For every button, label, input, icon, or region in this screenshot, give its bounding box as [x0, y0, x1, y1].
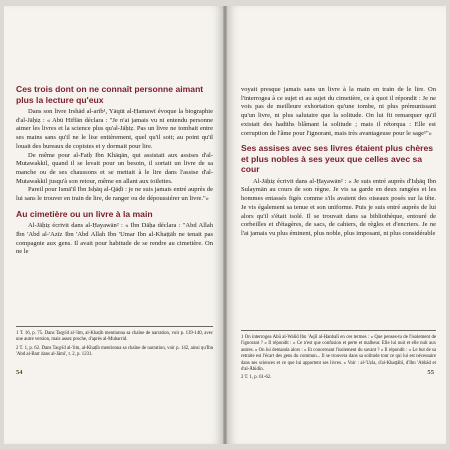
paragraph: De même pour al-Fatḥ Ibn Khāqān, qui assistait aux assises d'al-Mutawakkil, quand il se levait pour un besoin, il sortait un livre de sa manche ou de ses chaussons et se mettait à le lire dans l'assise d'al-Mutawakkil jusqu'à son retour, même en allant aux toilettes.	[16, 151, 213, 185]
section-heading: Ces trois dont on ne connaît personne aimant plus la lecture qu'eux	[16, 84, 204, 105]
paragraph: Pareil pour Ismā'īl Ibn Isḥāq al-Qāḍī : je ne suis jamais entré auprès de lui sans le trouver en train de lire, de ranger ou de dépoussiérer un livre."»	[16, 186, 213, 203]
section-heading: Au cimetière ou un livre à la main	[16, 208, 153, 219]
page-number: 55	[427, 369, 434, 376]
right-page-content	[241, 86, 436, 239]
left-page-content	[16, 84, 213, 257]
footnote: 2 T. 1, p. 61-62.	[241, 375, 272, 381]
left-page	[4, 6, 223, 444]
section-heading: Ses assises avec ses livres étaient plus chères et plus nobles à ses yeux que celles avec sa cour	[241, 143, 434, 175]
footnote: 1 On interrogea Abū al-Walīd Ibn 'Aqīl al-Ḥanbalī en ces termes : « Que penses-tu de l'isolement de l'ignorant ? » Il répondit : « Ce n'est que confusion et perte et malheur. Elle lui nuit et elle nuit aux autres. » On lui demanda alors : « Et concernant l'isolement du savant ? » Il répondit : « Le but de sa retraite est l'écart des gens du commun... Il se trouvera dans sa solitude tout ce qui lui est nécessaire dans ses sciences et ce que lui apportent ses livres. » Voir : al-'Uzla, d'al-Khaṭṭābī, d'Ibn 'Abbād et d'al-Ābidīn.	[241, 335, 436, 373]
footnotes	[16, 326, 213, 361]
paragraph: Al-Jāḥiẓ écrivit dans al-Ḥayawān² : « Je suis entré auprès d'Isḥāq Ibn Sulaymān au cours de son règne. Je vis sa garde en deux rangées et les hommes entassés figés comme s'ils avaient des oiseaux posés sur la tête. Je vis également sa tenue et son uniforme. Puis je suis entré auprès de lui alors qu'il s'était isolé. Il se trouvait dans sa bibliothèque, entouré de corbeilles et d'étagères, de sacs, de cahiers, de règles et d'encriers. Je ne l'ai jamais vu plus éminent, plus noble, plus imposant, ni plus considérable	[241, 177, 436, 237]
paragraph: Dans son livre Irshād al-arīb¹, Yāqūt al-Ḥamawī évoque la biographie d'al-Jāḥiẓ : « Abū Hiffān déclara : "Je n'ai jamais vu ni entendu personne aimer les livres et la science plus qu'al-Jāḥiẓ. Pas un livre ne tombait entre ses mains sans qu'il ne le lise entièrement, quel qu'il soit; au point qu'il louait des bureaux de copistes et y dormait pour lire.	[16, 108, 213, 150]
paragraph: voyait presque jamais sans un livre à la main en train de le lire. On l'interrogea à ce sujet et au sujet du cimetière, ce à quoi il répondit : Je ne vois pas de meilleure exhortation qu'une tombe, ni plus prémunissant qu'un livre, ni plus salutaire que la solitude. On lui fit remarquer qu'il existait des hadiths blâmant la solitude ; mais il rétorqua : Elle est corruption de l'âme pour l'ignorant, mais très avantageuse pour le sage¹"»	[241, 86, 436, 137]
footnotes	[241, 330, 436, 384]
page-number: 54	[16, 369, 23, 376]
right-page	[227, 6, 446, 444]
paragraph: Al-Jāḥiẓ écrivit dans al-Ḥayawān² : « Ibn Dāḥa déclara : "Abd Allah Ibn 'Abd al-'Azīz Ibn 'Abd Allah Ibn 'Umar Ibn al-Khaṭṭāb ne tenait pas compagnie aux gens. Il avait pour habitude de se rendre au cimetière. On ne le	[16, 222, 213, 256]
footnote: 1 T. 16, p. 75. Dans Taqyīd al-'ilm, al-Khaṭīb mentionna sa chaîne de narration, voir p. 139-140, avec une autre version, mais assez proche, d'après al-Mubarrid.	[16, 331, 213, 343]
footnote: 2 T. 1, p. 62. Dans Taqyīd al-'ilm, al-Khaṭīb mentionna sa chaîne de narration, voir p. 142, ainsi qu'Ibn 'Abd al-Barr dans al-Jāmi', t. 2, p. 1231.	[16, 345, 213, 358]
